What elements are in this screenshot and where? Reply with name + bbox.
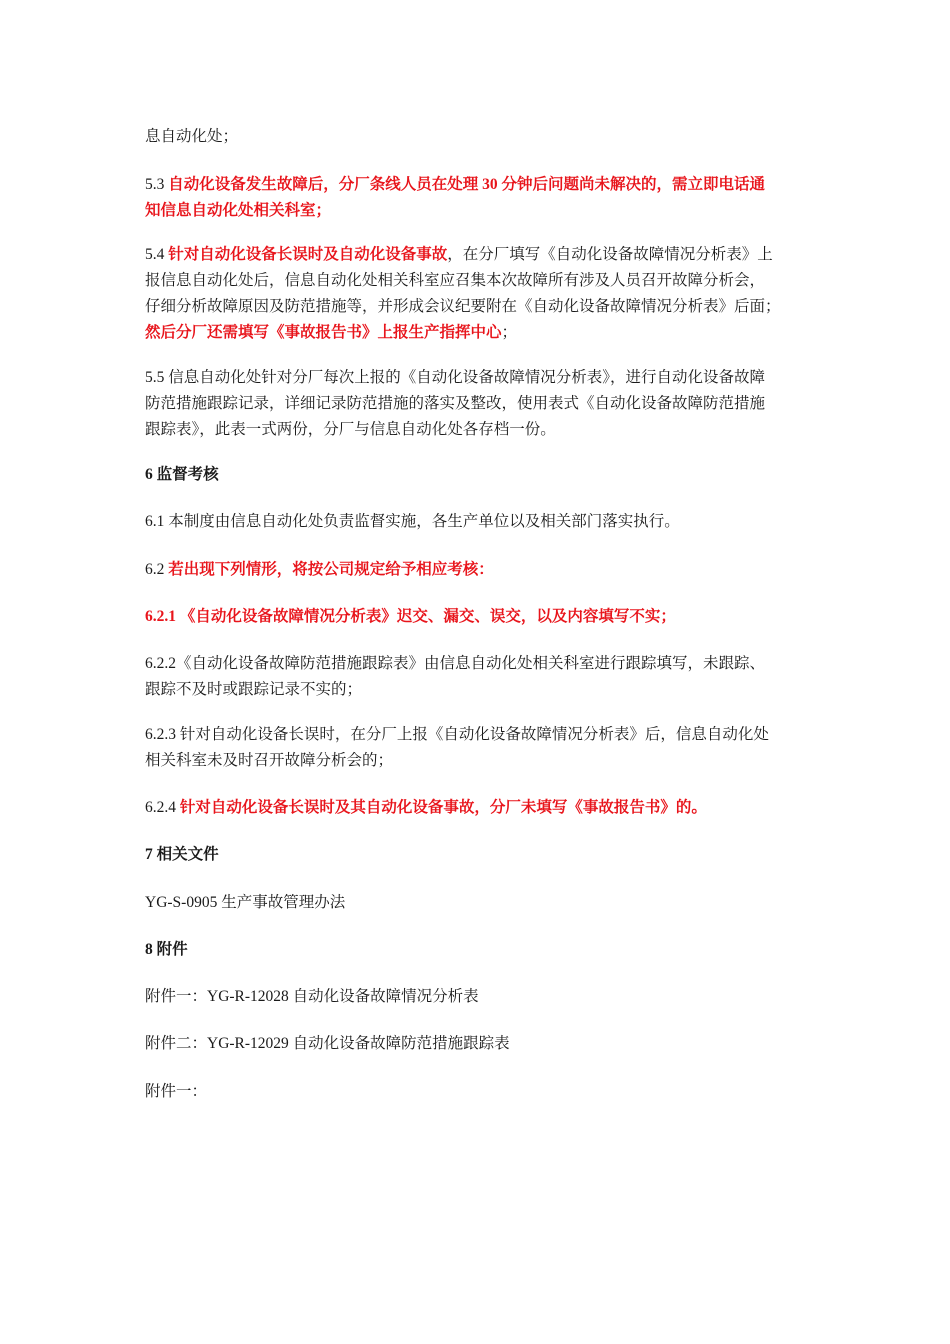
highlighted-text: 知信息自动化处相关科室； [145, 202, 332, 219]
paragraph-continuation [145, 124, 810, 150]
attachment-1-label [145, 1079, 810, 1105]
highlighted-text: 然后分厂还需填写《事故报告书》上报生产指挥中心 [145, 324, 502, 341]
section-number: 5.3 [145, 176, 169, 193]
related-document [145, 890, 810, 916]
text-line: 跟踪不及时或跟踪记录不实的； [145, 681, 363, 698]
section-number: 6.2 [145, 561, 169, 578]
text-line [145, 172, 810, 198]
section-heading-6 [145, 462, 810, 488]
text-line: YG-S-0905 生产事故管理办法 [145, 894, 346, 911]
paragraph-5-5 [145, 365, 810, 443]
heading-text: 8 附件 [145, 941, 188, 958]
text-segment: ； [501, 324, 518, 341]
text-line: 相关科室未及时召开故障分析会的； [145, 752, 394, 769]
paragraph-6-2 [145, 557, 810, 583]
highlighted-text: 自动化设备发生故障后，分厂条线人员在处理 30 分钟后问题尚未解决的，需立即电话通 [168, 176, 766, 193]
text-line: 息自动化处； [145, 128, 239, 145]
highlighted-text: 针对自动化设备长误时及自动化设备事故 [168, 246, 448, 263]
highlighted-text: 6.2.1 《自动化设备故障情况分析表》迟交、漏交、误交，以及内容填写不实； [145, 608, 676, 625]
section-number: 6.2.4 [145, 799, 180, 816]
text-line [145, 242, 810, 268]
section-heading-7 [145, 842, 810, 868]
heading-text: 7 相关文件 [145, 846, 219, 863]
paragraph-6-2-4 [145, 795, 810, 821]
text-line: 6.2.3 针对自动化设备长误时，在分厂上报《自动化设备故障情况分析表》后，信息自动化处 [145, 726, 769, 743]
paragraph-6-1 [145, 509, 810, 535]
paragraph-5-4 [145, 242, 810, 346]
text-line [145, 557, 810, 583]
heading-text: 6 监督考核 [145, 466, 219, 483]
text-line: 5.5 信息自动化处针对分厂每次上报的《自动化设备故障情况分析表》，进行自动化设备故障 [145, 369, 766, 386]
text-line: 跟踪表》，此表一式两份，分厂与信息自动化处各存档一份。 [145, 421, 556, 438]
paragraph-6-2-3 [145, 722, 810, 774]
section-heading-8 [145, 937, 810, 963]
highlighted-text: 若出现下列情形，将按公司规定给予相应考核： [168, 561, 494, 578]
text-line: 6.1 本制度由信息自动化处负责监督实施，各生产单位以及相关部门落实执行。 [145, 513, 680, 530]
paragraph-6-2-1 [145, 604, 810, 630]
text-line [145, 320, 810, 346]
text-line: 6.2.2《自动化设备故障防范措施跟踪表》由信息自动化处相关科室进行跟踪填写，未跟踪、 [145, 655, 766, 672]
highlighted-text: 针对自动化设备长误时及其自动化设备事故，分厂未填写《事故报告书》的。 [179, 799, 707, 816]
text-line: 附件一：YG-R-12028 自动化设备故障情况分析表 [145, 988, 479, 1005]
text-segment: ，在分厂填写《自动化设备故障情况分析表》上 [447, 246, 773, 263]
text-line: 附件一： [145, 1083, 208, 1100]
text-line: 仔细分析故障原因及防范措施等，并形成会议纪要附在《自动化设备故障情况分析表》后面； [145, 298, 781, 315]
text-line: 报信息自动化处后，信息自动化处相关科室应召集本次故障所有涉及人员召开故障分析会， [145, 272, 766, 289]
text-line [145, 795, 810, 821]
attachment-1 [145, 984, 810, 1010]
paragraph-6-2-2 [145, 651, 810, 703]
section-number: 5.4 [145, 246, 169, 263]
text-line: 防范措施跟踪记录，详细记录防范措施的落实及整改，使用表式《自动化设备故障防范措施 [145, 395, 766, 412]
text-line: 附件二：YG-R-12029 自动化设备故障防范措施跟踪表 [145, 1035, 510, 1052]
attachment-2 [145, 1031, 810, 1057]
paragraph-5-3 [145, 172, 810, 224]
